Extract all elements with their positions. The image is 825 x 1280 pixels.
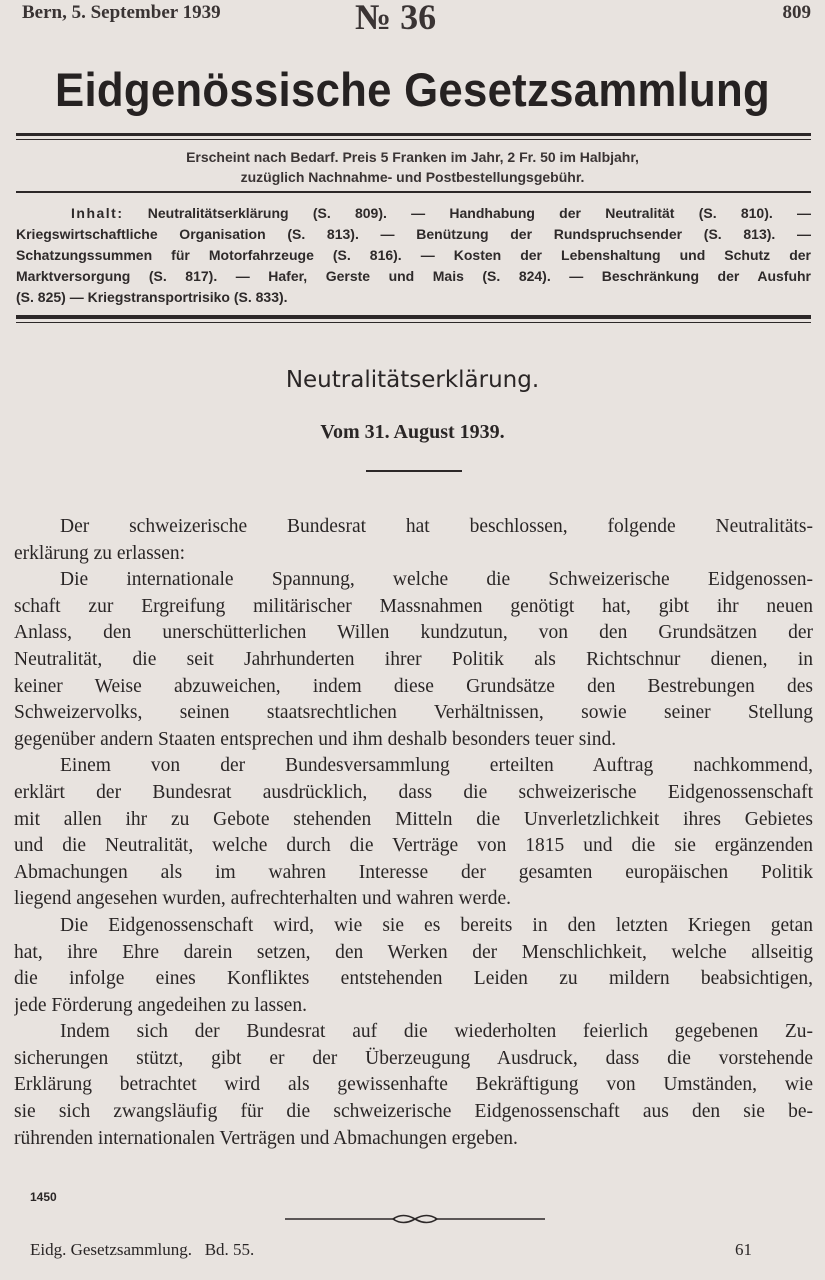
table-of-contents: [16, 203, 811, 308]
subscription-info: Erscheint nach Bedarf. Preis 5 Franken im Jahr, 2 Fr. 50 im Halbjahr,: [186, 149, 639, 165]
divider: [16, 139, 811, 140]
paragraph: [14, 567, 813, 753]
divider: [366, 470, 462, 472]
text-line: sie sich zwangsläufig für die schweizerische Eidgenossenschaft aus den sie be-: [14, 1101, 813, 1123]
issue-number: № 36: [355, 0, 437, 37]
subscription-info: zuzüglich Nachnahme- und Postbestellungsgebühr.: [240, 169, 585, 185]
contents-line: Marktversorgung (S. 817). — Hafer, Gerste und Mais (S. 824). — Beschränkung der Ausfuhr: [16, 268, 811, 284]
divider: [16, 322, 811, 323]
text-line: keiner Weise abzuweichen, indem diese Grundsätze den Bestrebungen des: [14, 675, 813, 697]
footer-sheet: 61: [735, 1240, 752, 1259]
text-line: gegenüber andern Staaten entsprechen und ihm deshalb besonders teuer sind.: [14, 728, 617, 750]
contents-line: (S. 825) — Kriegstransportrisiko (S. 833).: [16, 289, 288, 305]
text-line: Der schweizerische Bundesrat hat beschlossen, folgende Neutralitäts-: [60, 516, 813, 537]
text-line: Anlass, den unerschütterlichen Willen kundzutun, von den Grundsätzen der: [14, 622, 813, 644]
text-line: Abmachungen als im wahren Interesse der gesamten europäischen Politik: [14, 861, 813, 883]
text-line: mit allen ihr zu Gebote stehenden Mitteln die Unverletzlichkeit ihres Gebietes: [14, 808, 813, 830]
text-line: schaft zur Ergreifung militärischer Massnahmen genötigt hat, gibt ihr neuen: [14, 595, 813, 617]
text-line: jede Förderung angedeihen zu lassen.: [14, 994, 307, 1016]
text-line: liegend angesehen wurden, aufrechterhalten und wahren werde.: [14, 888, 512, 910]
article-heading: Neutralitätserklärung.: [285, 367, 540, 393]
text-line: Neutralität, die seit Jahrhunderten ihrer Politik als Richtschnur dienen, in: [14, 648, 813, 670]
divider: [16, 191, 811, 193]
text-line: erklärung zu erlassen:: [14, 542, 186, 564]
text-line: rührenden internationalen Verträgen und Abmachungen ergeben.: [14, 1127, 518, 1149]
text-line: hat, ihre Ehre darein setzen, den Werken der Menschlichkeit, welche allseitig: [14, 941, 813, 963]
contents-label: Inhalt:: [71, 205, 124, 221]
paragraph: [14, 753, 813, 913]
article-date: Vom 31. August 1939.: [320, 421, 505, 443]
text-line: Erklärung betrachtet wird als gewissenhafte Bekräftigung von Umständen, wie: [14, 1074, 813, 1096]
text-line: Schweizervolks, seinen staatsrechtlichen Verhältnissen, sowie seiner Stellung: [14, 702, 813, 724]
text-line: und die Neutralität, welche durch die Verträge von 1815 und die sie ergänzenden: [14, 835, 813, 857]
divider: [16, 315, 811, 319]
ornament-divider: [285, 1212, 545, 1226]
issue-date: Bern, 5. September 1939: [22, 2, 221, 23]
text-line: Die internationale Spannung, welche die Schweizerische Eidgenossen-: [60, 569, 813, 591]
text-line: erklärt der Bundesrat ausdrücklich, dass die schweizerische Eidgenossenschaft: [14, 781, 813, 803]
sheet-number: 1450: [30, 1190, 57, 1204]
paragraph: [14, 1019, 813, 1152]
divider: [16, 133, 811, 136]
article-body: [14, 514, 813, 1152]
contents-line: Inhalt: Neutralitätserklärung (S. 809). — Handhabung der Neutralität (S. 810). —: [71, 205, 812, 221]
text-line: sicherungen stützt, gibt er der Überzeugung Ausdruck, dass die vorstehende: [14, 1047, 813, 1069]
text-line: Die Eidgenossenschaft wird, wie sie es bereits in den letzten Kriegen getan: [60, 914, 813, 936]
paragraph: [14, 913, 813, 1019]
footer-publication: Eidg. Gesetzsammlung. Bd. 55.: [30, 1240, 255, 1259]
paragraph: [14, 514, 813, 567]
contents-line: Schatzungssummen für Motorfahrzeuge (S. 816). — Kosten der Lebenshaltung und Schutz der: [16, 247, 811, 263]
publication-title: Eidgenössische Gesetzsammlung: [55, 63, 770, 116]
text-line: Indem sich der Bundesrat auf die wiederholten feierlich gegebenen Zu-: [60, 1021, 813, 1043]
contents-line: Kriegswirtschaftliche Organisation (S. 813). — Benützung der Rundspruchsender (S. 813). —: [16, 226, 811, 242]
text-line: die infolge eines Konfliktes entstehenden Leiden zu mildern beabsichtigen,: [14, 968, 813, 990]
text-line: Einem von der Bundesversammlung erteilten Auftrag nachkommend,: [60, 755, 813, 777]
page-number: 809: [782, 2, 811, 23]
